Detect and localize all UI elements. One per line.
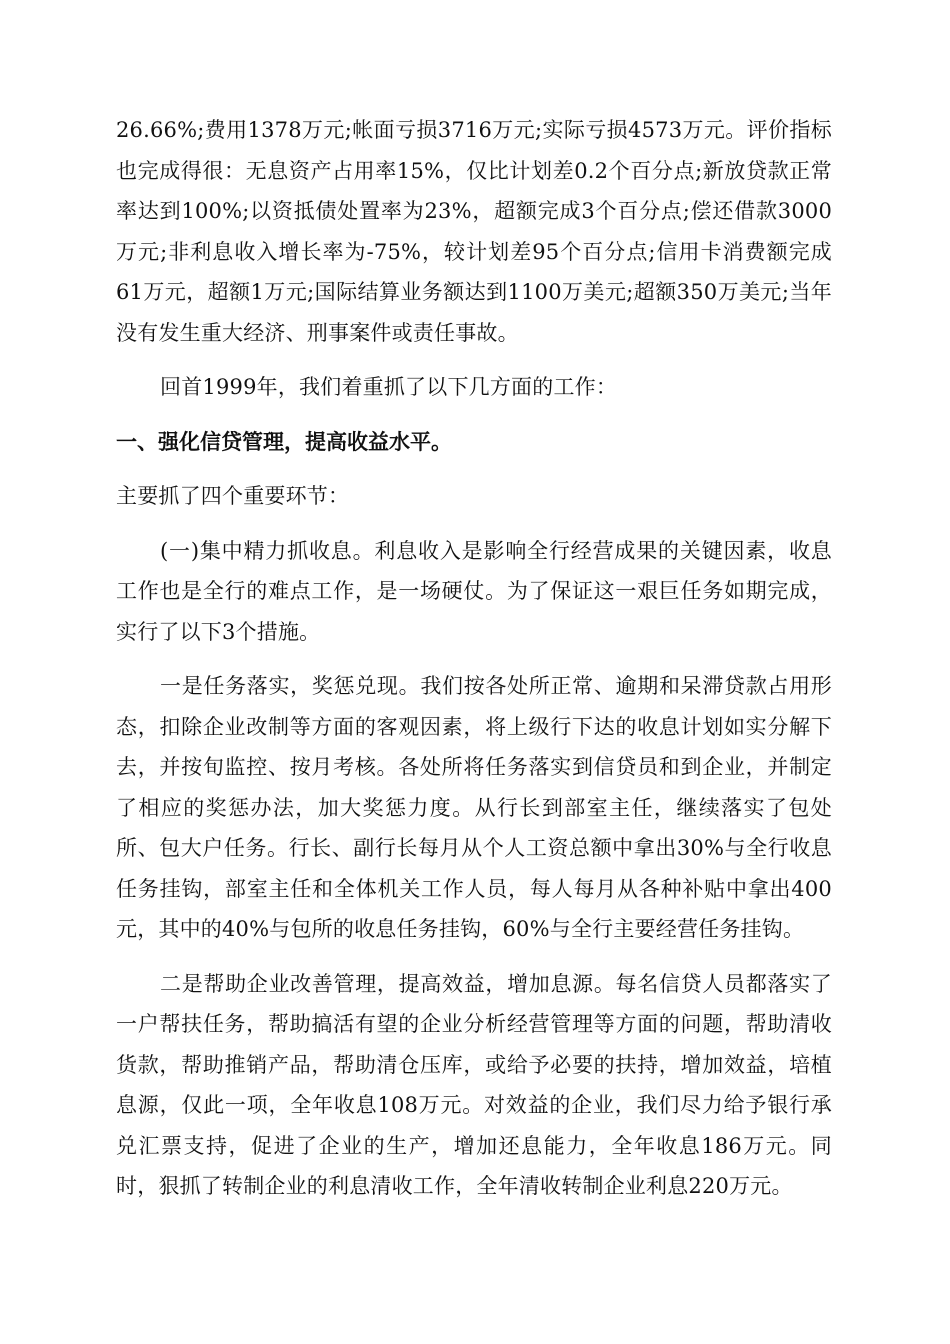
paragraph-interest-collection: (一)集中精力抓收息。利息收入是影响全行经营成果的关键因素，收息工作也是全行的难点工作，是一场硬仗。为了保证这一艰巨任务如期完成，实行了以下3个措施。: [116, 538, 832, 644]
section-heading-credit-management: 一、强化信贷管理，提高收益水平。: [116, 429, 452, 454]
paragraph-measure-one: 一是任务落实，奖惩兑现。我们按各处所正常、逾期和呆滞贷款占用形态，扣除企业改制等方面的客观因素，将上级行下达的收息计划如实分解下去，并按旬监控、按月考核。各处所将任务落实到信贷员和到企业，并制定了相应的奖惩办法，加大奖惩力度。从行长到部室主任，继续落实了包处所、包大户任务。行长、副行长每月从个人工资总额中拿出30%与全行收息任务挂钩，部室主任和全体机关工作人员，每人每月从各种补贴中拿出400元，其中的40%与包所的收息任务挂钩，60%与全行主要经营任务挂钩。: [116, 674, 832, 941]
paragraph-review-intro: 回首1999年，我们着重抓了以下几方面的工作：: [160, 375, 618, 399]
paragraph-measure-two: 二是帮助企业改善管理，提高效益，增加息源。每名信贷人员都落实了一户帮扶任务，帮助搞活有望的企业分析经营管理等方面的问题，帮助清收货款，帮助推销产品，帮助清仓压库，或给予必要的扶持，增加效益，培植息源，仅此一项，全年收息108万元。对效益的企业，我们尽力给予银行承兑汇票支持，促进了企业的生产，增加还息能力，全年收息186万元。同时，狠抓了转制企业的利息清收工作，全年清收转制企业利息220万元。: [116, 971, 832, 1198]
document-page: [116, 110, 832, 1207]
paragraph-four-links: 主要抓了四个重要环节：: [116, 484, 350, 508]
paragraph-performance-summary: 26.66%;费用1378万元;帐面亏损3716万元;实际亏损4573万元。评价指标也完成得很：无息资产占用率15%，仅比计划差0.2个百分点;新放贷款正常率达到100%;以资抵债处置率为23%，超额完成3个百分点;偿还借款3000万元;非利息收入增长率为-75%，较计划差95个百分点;信用卡消费额完成61万元，超额1万元;国际结算业务额达到1100万美元;超额350万美元;当年没有发生重大经济、刑事案件或责任事故。: [116, 118, 832, 345]
